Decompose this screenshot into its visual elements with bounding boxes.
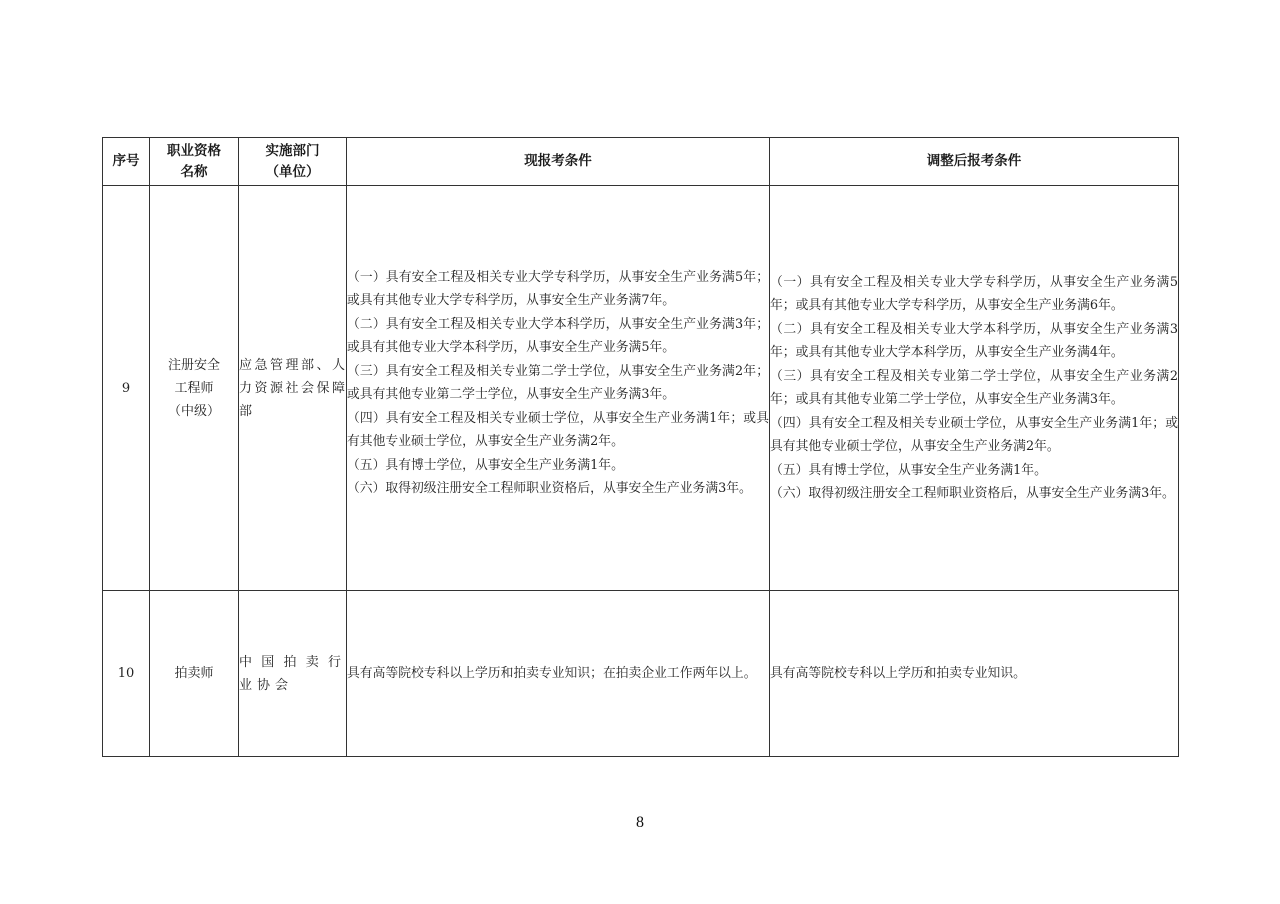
page-number: 8 (636, 814, 644, 831)
condition-item: （六）取得初级注册安全工程师职业资格后，从事安全生产业务满3年。 (770, 486, 1175, 501)
row-qualification-name: 拍卖师 (150, 591, 239, 757)
condition-item: 具有高等院校专科以上学历和拍卖专业知识；在拍卖企业工作两年以上。 (347, 665, 757, 681)
row-seq: 9 (103, 186, 150, 591)
condition-item: （三）具有安全工程及相关专业第二学士学位，从事安全生产业务满2年；或具有其他专业第二学士学位，从事安全生产业务满3年。 (347, 363, 769, 402)
row-current-conditions (347, 186, 770, 591)
row-adjusted-conditions (770, 186, 1179, 591)
header-dept: 实施部门（单位） (239, 138, 347, 186)
condition-item: （四）具有安全工程及相关专业硕士学位，从事安全生产业务满1年；或具有其他专业硕士学位，从事安全生产业务满2年。 (770, 415, 1178, 454)
condition-item: （一）具有安全工程及相关专业大学专科学历，从事安全生产业务满5年；或具有其他专业大学专科学历，从事安全生产业务满6年。 (770, 274, 1178, 313)
row-department: 中国拍卖行业协会 (239, 591, 347, 757)
header-name: 职业资格名称 (150, 138, 239, 186)
condition-item: （一）具有安全工程及相关专业大学专科学历，从事安全生产业务满5年；或具有其他专业大学专科学历，从事安全生产业务满7年。 (347, 269, 769, 308)
condition-item: （二）具有安全工程及相关专业大学本科学历，从事安全生产业务满3年；或具有其他专业大学本科学历，从事安全生产业务满4年。 (770, 321, 1178, 360)
condition-item: （五）具有博士学位，从事安全生产业务满1年。 (770, 462, 1047, 478)
row-qualification-name: 注册安全工程师（中级） (150, 186, 239, 591)
condition-item: （二）具有安全工程及相关专业大学本科学历，从事安全生产业务满3年；或具有其他专业大学本科学历，从事安全生产业务满5年。 (347, 316, 769, 355)
header-adjusted-conditions: 调整后报考条件 (770, 138, 1179, 186)
condition-item: 具有高等院校专科以上学历和拍卖专业知识。 (770, 665, 1026, 681)
header-current-conditions: 现报考条件 (347, 138, 770, 186)
table-row (103, 186, 1179, 591)
condition-item: （六）取得初级注册安全工程师职业资格后，从事安全生产业务满3年。 (347, 481, 752, 496)
qualification-table (102, 137, 1179, 757)
row-seq: 10 (103, 591, 150, 757)
row-adjusted-conditions (770, 591, 1179, 757)
header-seq: 序号 (103, 138, 150, 186)
row-current-conditions (347, 591, 770, 757)
condition-item: （三）具有安全工程及相关专业第二学士学位，从事安全生产业务满2年；或具有其他专业第二学士学位，从事安全生产业务满3年。 (770, 368, 1178, 407)
table-row (103, 591, 1179, 757)
table-header-row (103, 138, 1179, 186)
condition-item: （四）具有安全工程及相关专业硕士学位，从事安全生产业务满1年；或具有其他专业硕士学位，从事安全生产业务满2年。 (347, 410, 769, 449)
row-department: 应急管理部、人力资源社会保障部 (239, 186, 347, 591)
condition-item: （五）具有博士学位，从事安全生产业务满1年。 (347, 457, 624, 473)
